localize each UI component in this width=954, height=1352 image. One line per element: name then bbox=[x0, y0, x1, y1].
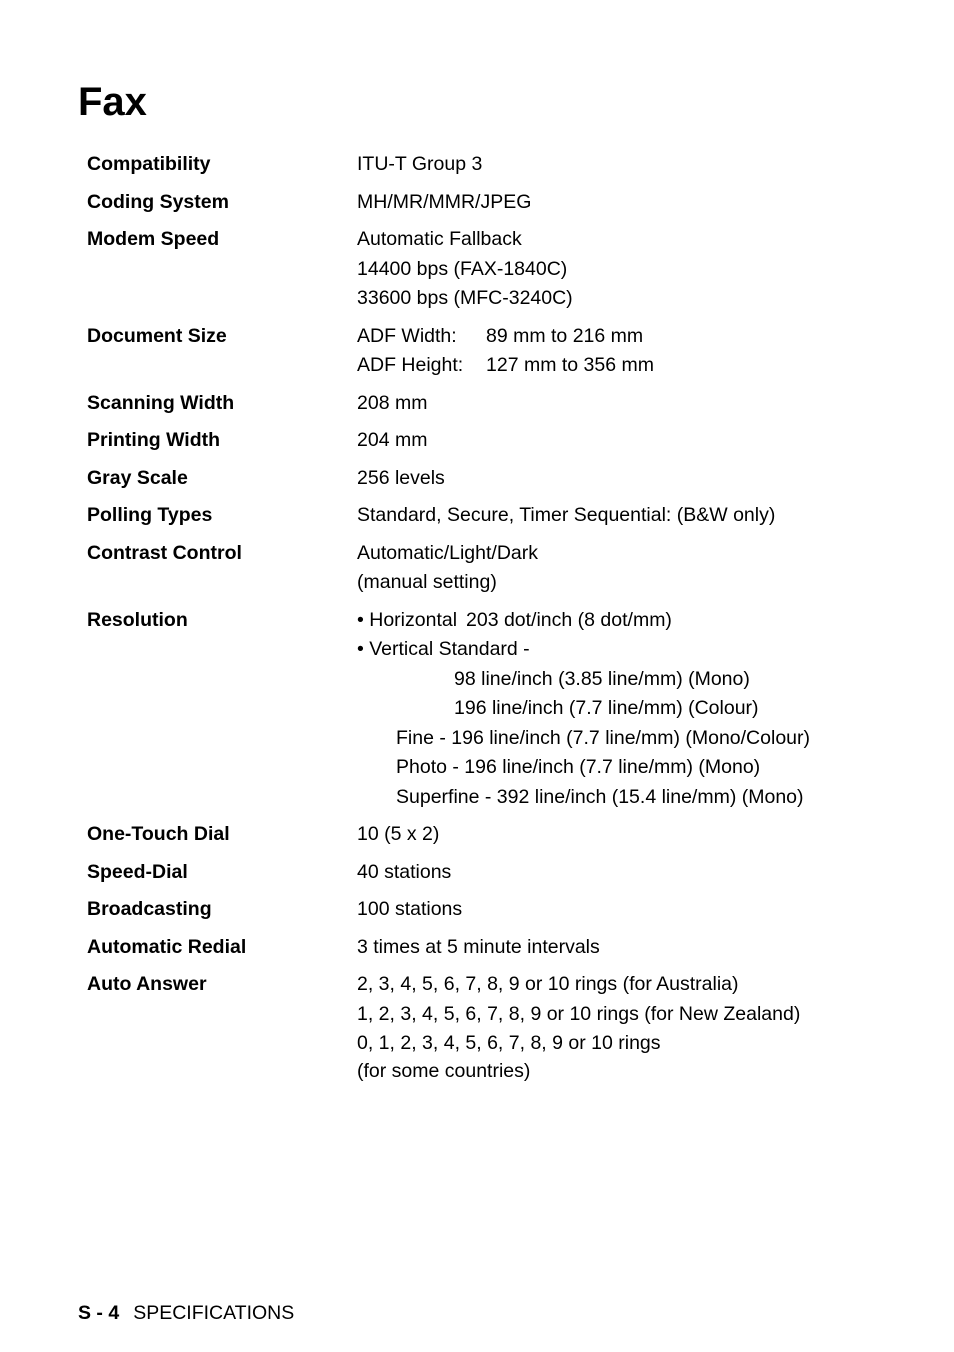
page-footer bbox=[78, 1300, 294, 1326]
spec-value-line: (manual setting) bbox=[357, 571, 497, 593]
spec-label: Scanning Width bbox=[87, 391, 235, 414]
spec-value: 256 levels bbox=[357, 466, 445, 489]
spec-value: Standard, Secure, Timer Sequential: (B&W only) bbox=[357, 504, 776, 526]
page-title: Fax bbox=[78, 80, 147, 124]
spec-label: Polling Types bbox=[87, 504, 213, 526]
spec-value: 204 mm bbox=[357, 429, 428, 451]
spec-row-coding-system bbox=[87, 188, 867, 218]
spec-value: 3 times at 5 minute intervals bbox=[357, 935, 600, 958]
spec-label: Broadcasting bbox=[87, 898, 212, 920]
spec-value-line: 14400 bps (FAX-1840C) bbox=[357, 257, 568, 280]
resolution-standard-colour: 196 line/inch (7.7 line/mm) (Colour) bbox=[454, 697, 759, 719]
spec-label: Contrast Control bbox=[87, 541, 242, 564]
spec-value: ITU-T Group 3 bbox=[357, 153, 483, 175]
resolution-vertical: • Vertical Standard - bbox=[357, 638, 530, 660]
resolution-horizontal-value: 203 dot/inch (8 dot/mm) bbox=[466, 608, 672, 631]
spec-row-auto-answer bbox=[87, 970, 867, 1083]
adf-width-line bbox=[357, 322, 867, 352]
spec-value-line: 33600 bps (MFC-3240C) bbox=[357, 287, 573, 309]
spec-row-printing-width bbox=[87, 426, 867, 456]
spec-row-resolution bbox=[87, 606, 867, 813]
resolution-superfine: Superfine - 392 line/inch (15.4 line/mm) (Mono) bbox=[396, 785, 804, 808]
spec-row-document-size bbox=[87, 322, 867, 381]
spec-row-speed-dial bbox=[87, 858, 867, 888]
spec-label: Coding System bbox=[87, 190, 229, 213]
page-number: S - 4 bbox=[78, 1302, 120, 1324]
spec-label: Gray Scale bbox=[87, 466, 188, 489]
spec-value bbox=[357, 322, 867, 381]
spec-value-line: 2, 3, 4, 5, 6, 7, 8, 9 or 10 rings (for Australia) bbox=[357, 973, 739, 995]
spec-row-compatibility bbox=[87, 150, 867, 180]
spec-label: Resolution bbox=[87, 608, 188, 631]
spec-row-scanning-width bbox=[87, 389, 867, 419]
spec-row-broadcasting bbox=[87, 895, 867, 925]
spec-value: 208 mm bbox=[357, 391, 428, 414]
resolution-horizontal bbox=[357, 606, 867, 636]
spec-label: Printing Width bbox=[87, 429, 221, 451]
spec-row-one-touch-dial bbox=[87, 820, 867, 850]
spec-value: MH/MR/MMR/JPEG bbox=[357, 190, 532, 213]
spec-value-line: Automatic Fallback bbox=[357, 228, 522, 250]
spec-label: Modem Speed bbox=[87, 228, 220, 250]
spec-row-contrast-control bbox=[87, 539, 867, 598]
spec-value bbox=[357, 539, 867, 598]
adf-height-key: ADF Height: bbox=[357, 354, 464, 376]
resolution-standard-mono: 98 line/inch (3.85 line/mm) (Mono) bbox=[454, 667, 750, 690]
adf-width-key: ADF Width: bbox=[357, 324, 457, 347]
spec-row-automatic-redial bbox=[87, 933, 867, 963]
spec-row-gray-scale bbox=[87, 464, 867, 494]
spec-value: 100 stations bbox=[357, 898, 463, 920]
spec-value-line: Automatic/Light/Dark bbox=[357, 541, 538, 564]
resolution-photo: Photo - 196 line/inch (7.7 line/mm) (Mono) bbox=[396, 756, 761, 778]
spec-label: Compatibility bbox=[87, 153, 211, 175]
spec-value-line: (for some countries) bbox=[357, 1059, 531, 1082]
spec-label: One-Touch Dial bbox=[87, 823, 230, 845]
spec-table bbox=[87, 150, 867, 1091]
spec-value-line: 1, 2, 3, 4, 5, 6, 7, 8, 9 or 10 rings (for New Zealand) bbox=[357, 1002, 801, 1025]
spec-value: 40 stations bbox=[357, 860, 452, 883]
spec-value bbox=[357, 225, 867, 314]
adf-height-value: 127 mm to 356 mm bbox=[486, 354, 654, 376]
adf-width-value: 89 mm to 216 mm bbox=[486, 324, 644, 347]
spec-label: Speed-Dial bbox=[87, 860, 188, 883]
adf-height-line bbox=[357, 351, 867, 381]
spec-label: Document Size bbox=[87, 324, 227, 347]
spec-value: 10 (5 x 2) bbox=[357, 823, 440, 845]
spec-row-polling-types bbox=[87, 501, 867, 531]
spec-value bbox=[357, 970, 867, 1083]
spec-value-line: 0, 1, 2, 3, 4, 5, 6, 7, 8, 9 or 10 rings bbox=[357, 1032, 661, 1054]
resolution-fine: Fine - 196 line/inch (7.7 line/mm) (Mono/Colour) bbox=[396, 726, 810, 749]
resolution-horizontal-key: • Horizontal bbox=[357, 608, 458, 631]
spec-row-modem-speed bbox=[87, 225, 867, 314]
spec-value bbox=[357, 606, 867, 813]
spec-label: Automatic Redial bbox=[87, 935, 247, 958]
footer-section-title: SPECIFICATIONS bbox=[133, 1302, 295, 1324]
spec-label: Auto Answer bbox=[87, 973, 207, 995]
